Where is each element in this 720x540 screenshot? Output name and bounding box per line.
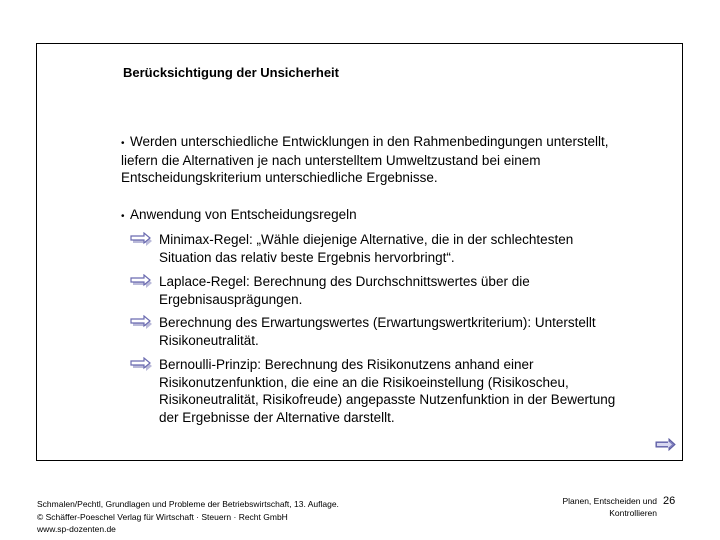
right-arrow-icon bbox=[130, 274, 152, 288]
bullet-item bbox=[121, 133, 641, 186]
footer-source-line: Schmalen/Pechtl, Grundlagen und Probleme der Betriebswirtschaft, 13. Auflage. bbox=[37, 499, 339, 509]
rule-text: Laplace-Regel: Berechnung des Durchschnittswertes über die Ergebnisausprägungen. bbox=[159, 274, 530, 307]
next-slide-arrow-icon[interactable] bbox=[655, 438, 677, 452]
rule-text: Bernoulli-Prinzip: Berechnung des Risikonutzens anhand einer Risikonutzenfunktion, die eine an die Risikoeinstellung (Risikoscheu, Risikoneutralität, Risikofreude) angepasste Nutzenfunktion in der Bewertung der Ergebnisse der Alternative darstellt. bbox=[159, 357, 616, 425]
right-arrow-icon bbox=[130, 232, 152, 246]
footer-source-line: © Schäffer-Poeschel Verlag für Wirtschaft · Steuern · Recht GmbH bbox=[37, 511, 288, 522]
footer-source bbox=[37, 498, 339, 536]
bullet-text: Anwendung von Entscheidungsregeln bbox=[130, 207, 357, 222]
bullet-item bbox=[121, 206, 641, 225]
rule-text: Berechnung des Erwartungswertes (Erwartungswertkriterium): Unterstellt Risikoneutralität. bbox=[159, 315, 596, 348]
bullet-text: Werden unterschiedliche Entwicklungen in den Rahmenbedingungen unterstellt, liefern die Alternativen je nach unterstelltem Umweltzustand bei einem Entscheidungskriterium unterschiedliche Ergebnisse. bbox=[121, 134, 609, 185]
rule-text: Minimax-Regel: „Wähle diejenige Alternative, die in der schlechtesten Situation das relativ beste Ergebnis hervorbringt“. bbox=[159, 232, 574, 265]
slide-title: Berücksichtigung der Unsicherheit bbox=[123, 65, 339, 80]
footer-chapter-line: Kontrollieren bbox=[609, 508, 657, 518]
footer-chapter bbox=[520, 495, 657, 519]
right-arrow-icon bbox=[130, 315, 152, 329]
bullet-marker: • bbox=[121, 138, 125, 149]
right-arrow-icon bbox=[130, 357, 152, 371]
footer-chapter-line: Planen, Entscheiden und bbox=[562, 496, 657, 506]
page-number: 26 bbox=[663, 495, 676, 507]
footer-source-line[interactable]: www.sp-dozenten.de bbox=[37, 524, 116, 534]
bullet-marker: • bbox=[121, 211, 125, 222]
